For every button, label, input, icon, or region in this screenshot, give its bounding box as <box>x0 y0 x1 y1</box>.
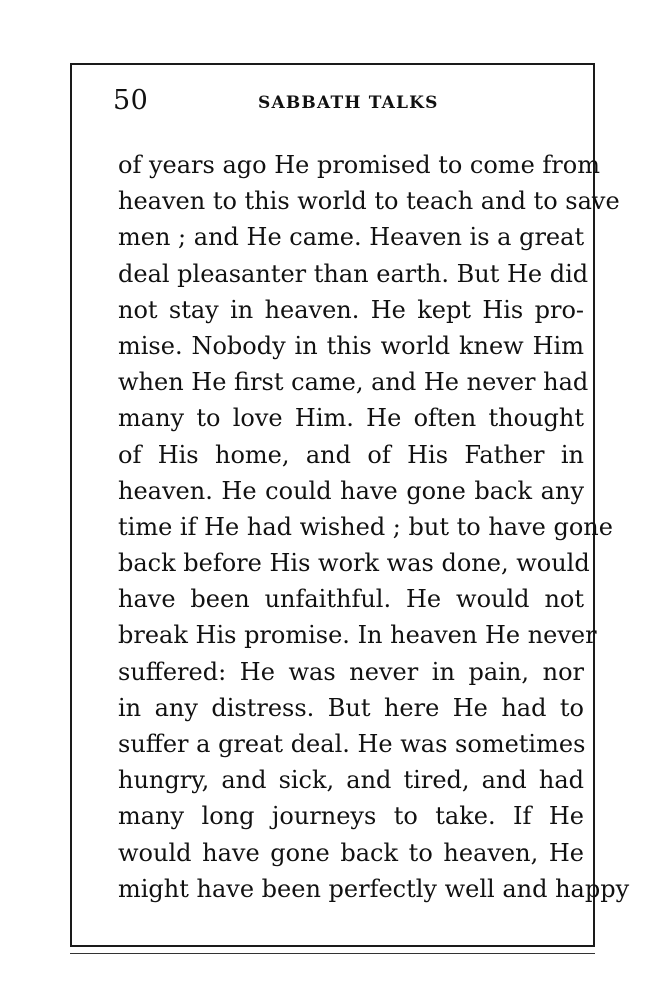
text-line: of years ago He promised to come from <box>118 151 600 179</box>
text-line: many to love Him. He often thought <box>118 404 584 433</box>
text-line: heaven to this world to teach and to save <box>118 187 620 216</box>
page-number: 50 <box>113 85 149 116</box>
text-line: of His home, and of His Father in <box>118 440 584 469</box>
text-line: deal pleasanter than earth. But He did <box>118 259 589 288</box>
text-line: suffer a great deal. He was sometimes <box>118 730 586 758</box>
text-line: heaven. He could have gone back any <box>118 476 584 505</box>
running-head: SABBATH TALKS <box>258 93 439 113</box>
text-line: many long journeys to take. If He <box>118 802 584 831</box>
text-line: when He first came, and He never had <box>118 368 589 397</box>
text-line: in any distress. But here He had to <box>118 693 584 722</box>
text-line: not stay in heaven. He kept His pro- <box>118 295 584 324</box>
text-line: back before His work was done, would <box>118 549 590 578</box>
text-line: mise. Nobody in this world knew Him <box>118 331 584 360</box>
text-line: would have gone back to heaven, He <box>118 838 584 867</box>
body-text <box>118 147 630 907</box>
text-line: hungry, and sick, and tired, and had <box>118 766 584 795</box>
text-line: time if He had wished ; but to have gone <box>118 512 613 541</box>
text-line: break His promise. In heaven He never <box>118 621 597 650</box>
text-line: have been unfaithful. He would not <box>118 585 584 614</box>
text-line: might have been perfectly well and happy <box>118 874 630 903</box>
text-line: suffered: He was never in pain, nor <box>118 657 584 686</box>
text-line: men ; and He came. Heaven is a great <box>118 223 585 252</box>
bottom-rule <box>70 953 595 954</box>
